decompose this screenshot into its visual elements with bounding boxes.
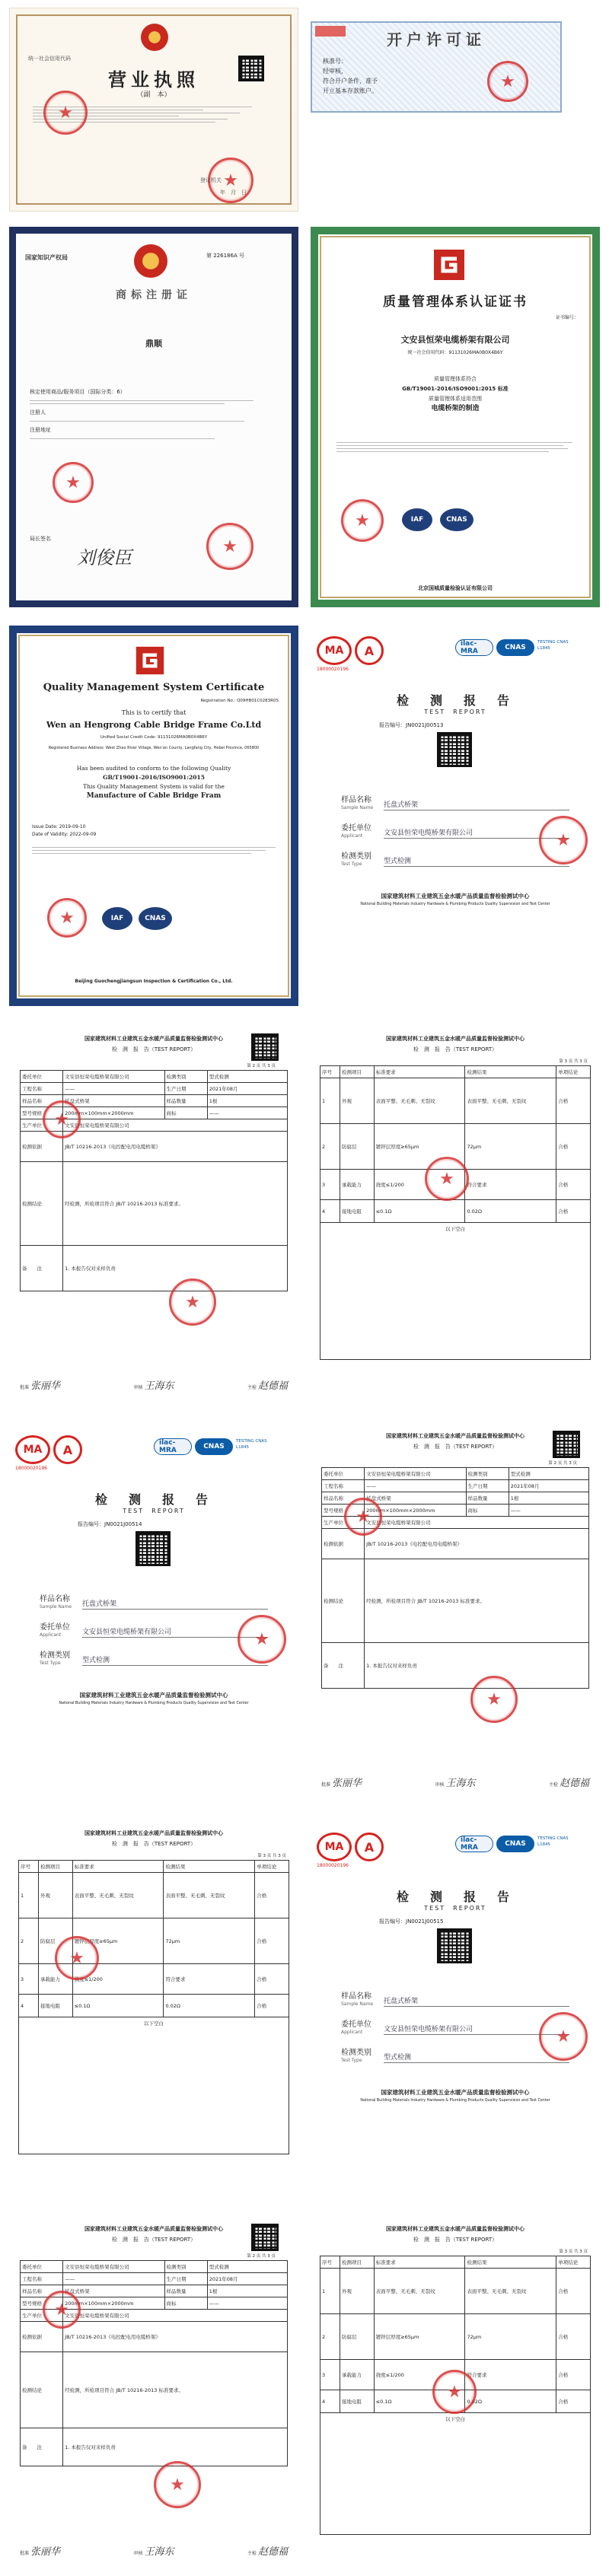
report-items-seal (425, 1157, 469, 1201)
report-cover-subtitle: TEST REPORT (424, 708, 486, 715)
report-inspection-seal (154, 2461, 201, 2508)
report-summary-subtitle: 检 测 报 告（TEST REPORT） (111, 1046, 196, 1052)
table-row: 型号规格 200mm×100mm×2000mm 商标 —— (322, 1505, 589, 1517)
report-items-table (320, 1065, 591, 1360)
iaf-logo-icon: IAF (402, 508, 432, 531)
cma-logo-icon: MA (317, 636, 352, 665)
cal-logo-icon: A (355, 1832, 384, 1861)
permit-row-open: 开立基本存款账户。 (323, 88, 378, 94)
ilac-mra-logo-icon: ilac-MRA (455, 639, 493, 656)
report-center-name-en: National Building Materials Industry Hardware & Plumbing Products Quality Supervision and Test Center (360, 2099, 550, 2103)
license-date: 年 月 日 (220, 189, 247, 196)
report-center-name: 国家建筑材料工业建筑五金水暖产品质量监督检验测试中心 (386, 1433, 525, 1439)
table-row: 样品名称 托盘式桥架 样品数量 1根 (322, 1492, 589, 1505)
qms-cn-std-line: GB/T19001-2016/ISO9001:2015 标准 (402, 386, 509, 392)
report-center-name: 国家建筑材料工业建筑五金水暖产品质量监督检验测试中心 (381, 2089, 530, 2096)
qms-en-issuer: Beijing Guochengjiangsun Inspection & Certification Co., Ltd. (75, 979, 233, 984)
permit-row-approval: 核准号： (323, 58, 347, 65)
qms-cn-title: 质量管理体系认证证书 (383, 295, 528, 310)
reviewed-label: 审核 王海东 (133, 1380, 174, 1392)
report-center-name: 国家建筑材料工业建筑五金水暖产品质量监督检验测试中心 (84, 1830, 223, 1836)
qms-en-dates (32, 823, 96, 839)
table-row: 以下空白 (320, 1223, 591, 1360)
report-signatures (321, 1775, 589, 1789)
cal-logo-icon: A (355, 636, 384, 665)
trademark-row-address: 注册地址 (30, 427, 51, 433)
qms-en-line: This Quality Management System is valid for the (83, 783, 225, 790)
field-applicant: 委托单位 Applicant 文安县恒荣电缆桥架有限公司 (40, 1620, 268, 1638)
report-cover-qr-code (136, 1531, 171, 1566)
table-row: 1 外观 表面平整、无毛刺、无裂纹 表面平整、无毛刺、无裂纹 合格 (320, 2269, 591, 2314)
qms-en-line: Has been audited to conform to the following Quality (76, 765, 231, 772)
qms-en-address: Registered Business Address: West Zhao River Village, Wen'an County, Langfang City, Hebei Province, 065800 (48, 746, 260, 750)
approved-label: 批准 张丽华 (20, 1380, 60, 1392)
permit-row-review: 经审核， (323, 68, 347, 75)
qms-en-scope: Manufacture of Cable Bridge Fram (86, 792, 222, 800)
qms-cn-issuer: 北京国城质量检验认证有限公司 (418, 585, 493, 591)
table-row: 生产单位 文安县恒荣电缆桥架有限公司 (322, 1517, 589, 1529)
qms-cn-scope: 电缆桥架的制造 (431, 405, 480, 412)
cnas-logo-icon: CNAS (496, 639, 534, 656)
field-sample-name: 样品名称 Sample Name 托盘式桥架 (341, 1989, 569, 2007)
qms-cn-std-line: 质量管理体系符合 (434, 376, 477, 382)
table-row: 4 接地电阻 ≤0.1Ω 0.02Ω 合格 (320, 1200, 591, 1223)
table-row: 备 注 1. 本报告仅对来样负责 (21, 1246, 288, 1291)
report-summary-3 (9, 2218, 298, 2568)
report-center-name-en: National Building Materials Industry Hardware & Plumbing Products Quality Supervision and Test Center (360, 903, 550, 906)
cnas-logo-icon: CNAS (440, 508, 473, 531)
report-items-seal (432, 2370, 477, 2414)
accreditation-logos (455, 639, 574, 656)
trademark-reg-no: 第 226186A 号 (206, 253, 244, 259)
table-row: 以下空白 (320, 2413, 591, 2535)
table-row: 型号规格 200mm×100mm×2000mm 商标 —— (21, 2297, 288, 2310)
report-cover-subtitle: TEST REPORT (424, 1905, 486, 1912)
report-center-name-en: National Building Materials Industry Hardware & Plumbing Products Quality Supervision and Test Center (59, 1702, 249, 1705)
qms-cn-standard-block (318, 374, 592, 414)
report-logos (15, 1435, 82, 1464)
qms-cn-issuer-seal (341, 499, 384, 542)
table-row: 工程名称 —— 生产日期 2021年08月 (21, 2273, 288, 2285)
testing-label: TESTING CNAS L1845 (236, 1439, 267, 1450)
table-row: 2 防腐层 镀锌层厚度≥65μm 72μm 合格 (320, 2314, 591, 2360)
trademark-title: 商标注册证 (116, 289, 192, 301)
table-header-row: 序号 检测项目 标准要求 检测结果 单项结论 (19, 1861, 289, 1873)
report-center-name: 国家建筑材料工业建筑五金水暖产品质量监督检验测试中心 (386, 2226, 525, 2232)
field-test-type: 检测类别 Test Type 型式检测 (341, 849, 569, 867)
trademark-signature: 刘俊臣 (77, 547, 132, 568)
report-cover-subtitle: TEST REPORT (123, 1508, 185, 1514)
permit-row-condition: 符合开户条件，准予 (323, 78, 378, 84)
report-items-subtitle: 检 测 报 告（TEST REPORT） (413, 2237, 498, 2243)
report-center-name: 国家建筑材料工业建筑五金水暖产品质量监督检验测试中心 (84, 1036, 223, 1042)
table-row: 委托单位 文安县恒荣电缆桥架有限公司 检测类别 型式检测 (322, 1468, 589, 1480)
report-cover-number: 报告编号：JN0021J00513 (379, 722, 444, 728)
accreditation-logos (455, 1836, 574, 1852)
accreditation-logos (154, 1438, 273, 1455)
trademark-authority: 国家知识产权局 (25, 254, 68, 261)
table-row: 3 承载能力 挠度≤1/200 符合要求 合格 (320, 2360, 591, 2390)
report-cover-number: 报告编号：JN0021J00514 (78, 1521, 142, 1527)
report-items-subtitle: 检 测 报 告（TEST REPORT） (111, 1841, 196, 1847)
report-qr-code (251, 2224, 279, 2251)
table-header-row: 序号 检测项目 标准要求 检测结果 单项结论 (320, 1066, 591, 1078)
field-test-type: 检测类别 Test Type 型式检测 (40, 1648, 268, 1666)
report-cover-qr-code (437, 732, 472, 767)
report-page-number: 第 2 页 共 3 页 (247, 1064, 276, 1068)
table-row: 4 接地电阻 ≤0.1Ω 0.02Ω 合格 (320, 2390, 591, 2413)
table-row: 样品名称 托盘式桥架 样品数量 1根 (21, 2285, 288, 2297)
qms-en-credit-code: Unified Social Credit Code: 91131026MA0B0X4B6Y (100, 735, 208, 740)
tested-label: 主检 赵德福 (549, 1778, 589, 1789)
ma-number: 18000020196 (15, 1466, 47, 1471)
report-cover-fields (40, 1581, 268, 1666)
license-seal-stamp (43, 91, 88, 135)
table-row: 检测依据 JB/T 10216-2013《电控配电用电缆桥架》 (21, 2322, 288, 2352)
report-cover-seal (539, 2012, 588, 2061)
report-cover-title: 检 测 报 告 (396, 693, 514, 708)
ilac-mra-logo-icon: ilac-MRA (455, 1836, 493, 1852)
report-items-1 (311, 1027, 600, 1408)
report-signatures (20, 2543, 288, 2558)
report-cover-fields (341, 1979, 569, 2063)
report-signatures (20, 1377, 288, 1392)
report-center-name: 国家建筑材料工业建筑五金水暖产品质量监督检验测试中心 (84, 2226, 223, 2232)
report-cover-qr-code (437, 1928, 472, 1963)
report-summary-2 (311, 1425, 600, 1805)
qms-en-title: Quality Management System Certificate (43, 682, 265, 693)
table-row: 1 外观 表面平整、无毛刺、无裂纹 表面平整、无毛刺、无裂纹 合格 (320, 1078, 591, 1124)
license-copy-label: （副 本） (136, 91, 171, 99)
tested-label: 主检 赵德福 (247, 1380, 288, 1392)
report-page-number: 第 2 页 共 3 页 (548, 1461, 577, 1466)
table-row: 1 外观 表面平整、无毛刺、无裂纹 表面平整、无毛刺、无裂纹 合格 (19, 1873, 289, 1918)
report-page-number: 第 2 页 共 3 页 (247, 2254, 276, 2259)
report-applicant-seal (43, 1100, 81, 1138)
qms-en-reg-no: Registration No.: Q09HB01C0283R0S (200, 699, 279, 703)
report-logos (317, 636, 384, 665)
report-summary-1 (9, 1027, 298, 1408)
testing-label: TESTING CNAS L1845 (537, 640, 569, 651)
report-logos (317, 1832, 384, 1861)
table-row: 4 接地电阻 ≤0.1Ω 0.02Ω 合格 (19, 1995, 289, 2017)
trademark-row-owner: 注册人 (30, 409, 46, 416)
qms-cn-cert-no: 证书编号： (555, 315, 579, 320)
license-title: 营业执照 (108, 68, 199, 91)
qms-cn-company: 文安县恒荣电缆桥架有限公司 (400, 335, 510, 345)
report-applicant-seal (344, 1498, 382, 1536)
table-row: 生产单位 文安县恒荣电缆桥架有限公司 (21, 2310, 288, 2322)
qms-en-standard: GB/T19001-2016/ISO9001:2015 (103, 774, 205, 781)
qms-cn-fine-print (336, 440, 572, 454)
cnas-logo-icon: CNAS (195, 1438, 233, 1455)
table-row: 型号规格 200mm×100mm×2000mm 商标 —— (21, 1107, 288, 1119)
qms-en-issue-date: Issue Date: 2019-09-10 (32, 824, 86, 829)
table-row: 2 防腐层 镀锌层厚度≥65μm 72μm 合格 (19, 1918, 289, 1964)
report-inspection-seal (169, 1278, 216, 1326)
report-items-seal (55, 1936, 99, 1980)
qms-cn-credit-code: 统一社会信用代码：91131026MA0B0X4B6Y (407, 350, 503, 355)
g-brand-logo (135, 645, 165, 676)
report-cover-title: 检 测 报 告 (94, 1492, 212, 1507)
qms-en-issuer-seal (47, 898, 87, 938)
national-emblem-icon (134, 244, 167, 278)
field-test-type: 检测类别 Test Type 型式检测 (341, 2046, 569, 2063)
table-row: 检测结论 经检测，所检项目符合 JB/T 10216-2013 标准要求。 (21, 2352, 288, 2428)
report-page-number: 第 3 页 共 3 页 (559, 2250, 588, 2254)
trademark-rows (30, 386, 273, 441)
cma-logo-icon: MA (317, 1832, 352, 1861)
table-header-row: 序号 检测项目 标准要求 检测结果 单项结论 (320, 2256, 591, 2269)
report-cover-1 (311, 626, 600, 1006)
report-cover-fields (341, 782, 569, 867)
tested-label: 主检 赵德福 (247, 2546, 288, 2558)
trademark-director-label: 局长签名 (30, 536, 51, 542)
field-applicant: 委托单位 Applicant 文安县恒荣电缆桥架有限公司 (341, 821, 569, 839)
table-row: 工程名称 —— 生产日期 2021年08月 (21, 1083, 288, 1095)
account-permit-card (311, 21, 562, 113)
report-cover-3 (311, 1822, 600, 2202)
report-cover-seal (238, 1615, 286, 1664)
report-inspection-seal (470, 1676, 518, 1723)
iaf-logo-icon: IAF (102, 907, 132, 930)
table-row: 样品名称 托盘式桥架 样品数量 1根 (21, 1095, 288, 1107)
approved-label: 批准 张丽华 (20, 2546, 60, 2558)
table-row: 委托单位 文安县恒荣电缆桥架有限公司 检测类别 型式检测 (21, 2261, 288, 2273)
report-applicant-seal (43, 2291, 81, 2329)
table-row: 检测结论 经检测，所检项目符合 JB/T 10216-2013 标准要求。 (21, 1162, 288, 1246)
report-items-3 (311, 2218, 600, 2568)
approved-label: 批准 张丽华 (321, 1778, 362, 1789)
table-row: 3 承载能力 挠度≤1/200 符合要求 合格 (320, 1170, 591, 1200)
account-permit-rows (323, 56, 378, 96)
cma-logo-icon: MA (15, 1435, 50, 1464)
table-row: 2 防腐层 镀锌层厚度≥65μm 72μm 合格 (320, 1124, 591, 1170)
cnas-logo-icon: CNAS (496, 1836, 534, 1852)
report-cover-seal (539, 816, 588, 865)
report-cover-2 (9, 1425, 298, 1805)
qms-en-expiry-date: Date of Validity: 2022-09-09 (32, 832, 97, 837)
national-emblem-icon (141, 24, 168, 51)
g-brand-logo (432, 248, 466, 282)
report-cover-title: 检 测 报 告 (396, 1890, 514, 1904)
report-qr-code (251, 1033, 279, 1061)
business-license (9, 8, 298, 212)
report-items-subtitle: 检 测 报 告（TEST REPORT） (413, 1046, 498, 1052)
field-sample-name: 样品名称 Sample Name 托盘式桥架 (341, 793, 569, 810)
qms-en-certify: This is to certify that (121, 709, 187, 716)
ma-number: 18000020196 (317, 1863, 349, 1868)
qms-en-fine-print (32, 845, 276, 856)
qms-en-company: Wen an Hengrong Cable Bridge Frame Co.Ltd (46, 720, 262, 730)
table-row: 以下空白 (19, 2017, 289, 2154)
license-credit-code-label: 统一社会信用代码 (28, 56, 71, 62)
table-row: 检测依据 JB/T 10216-2013《电控配电用电缆桥架》 (322, 1529, 589, 1559)
field-sample-name: 样品名称 Sample Name 托盘式桥架 (40, 1592, 268, 1610)
reviewed-label: 审核 王海东 (133, 2546, 174, 2558)
trademark-mark: 鼎顺 (145, 339, 162, 349)
table-row: 备 注 1. 本报告仅对来样负责 (322, 1643, 589, 1689)
table-row: 委托单位 文安县恒荣电缆桥架有限公司 检测类别 型式检测 (21, 1071, 288, 1083)
report-items-table (18, 1860, 289, 2154)
qms-certificate-en (9, 626, 298, 1006)
report-center-name: 国家建筑材料工业建筑五金水暖产品质量监督检验测试中心 (386, 1036, 525, 1042)
report-summary-subtitle: 检 测 报 告（TEST REPORT） (111, 2237, 196, 2243)
field-applicant: 委托单位 Applicant 文安县恒荣电缆桥架有限公司 (341, 2017, 569, 2035)
report-page-number: 第 3 页 共 3 页 (559, 1059, 588, 1064)
cal-logo-icon: A (53, 1435, 82, 1464)
license-authority-label: 登记机关 (200, 177, 222, 183)
trademark-office-seal (206, 523, 253, 570)
permit-bank-seal (487, 61, 528, 102)
trademark-certificate (9, 227, 298, 607)
table-row: 3 承载能力 挠度≤1/200 符合要求 合格 (19, 1964, 289, 1995)
ilac-mra-logo-icon: ilac-MRA (154, 1438, 192, 1455)
table-row: 备 注 1. 本报告仅对来样负责 (21, 2428, 288, 2466)
cnas-logo-icon: CNAS (139, 907, 172, 930)
trademark-row-class: 核定使用商品/服务项目（国际分类：6） (30, 389, 126, 395)
table-row: 工程名称 —— 生产日期 2021年08月 (322, 1480, 589, 1492)
reviewed-label: 审核 王海东 (435, 1778, 476, 1789)
account-permit (311, 8, 600, 212)
testing-label: TESTING CNAS L1845 (537, 1836, 569, 1847)
trademark-owner-seal (53, 462, 94, 503)
license-qr-code (238, 56, 264, 81)
table-row: 检测依据 JB/T 10216-2013《电控配电用电缆桥架》 (21, 1132, 288, 1162)
table-row: 检测结论 经检测，所检项目符合 JB/T 10216-2013 标准要求。 (322, 1559, 589, 1643)
qms-cn-std-line: 质量管理体系适用范围 (429, 396, 482, 402)
report-summary-subtitle: 检 测 报 告（TEST REPORT） (413, 1444, 498, 1450)
report-items-2 (9, 1822, 298, 2202)
account-permit-title: 开户许可证 (387, 30, 486, 49)
report-cover-number: 报告编号：JN0021J00515 (379, 1918, 444, 1925)
qms-en-standard-block (17, 764, 291, 801)
ma-number: 18000020196 (317, 667, 349, 672)
table-row: 生产单位 文安县恒荣电缆桥架有限公司 (21, 1119, 288, 1132)
report-qr-code (553, 1431, 580, 1458)
report-page-number: 第 3 页 共 3 页 (257, 1854, 286, 1858)
report-center-name: 国家建筑材料工业建筑五金水暖产品质量监督检验测试中心 (381, 893, 530, 900)
report-center-name: 国家建筑材料工业建筑五金水暖产品质量监督检验测试中心 (79, 1692, 228, 1699)
qms-certificate-cn (311, 227, 600, 607)
